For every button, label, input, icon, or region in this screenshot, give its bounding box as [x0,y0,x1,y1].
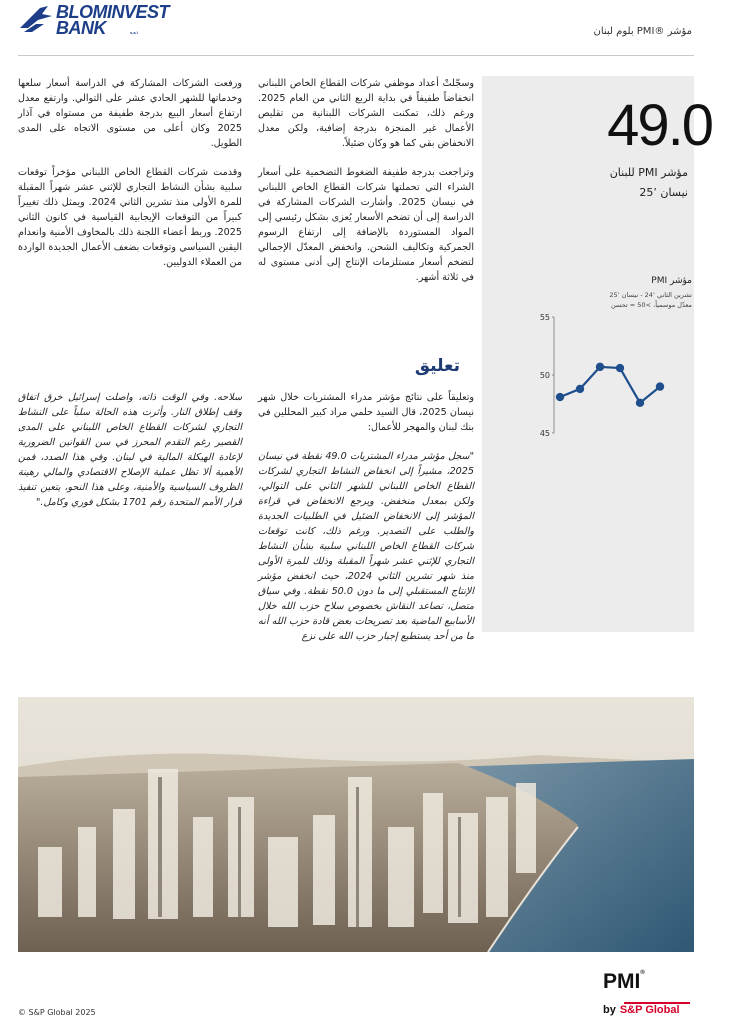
pmi-series-line [560,367,660,403]
logo-line1: BLOMINVEST [56,2,170,22]
headline-label: مؤشر PMI للبنان [609,166,688,179]
left-column-bottom [18,390,242,524]
headline-date: نيسان ’25 [639,186,688,199]
bird-emblem-icon [18,2,54,34]
chart-title: مؤشر PMI [651,276,692,286]
paragraph-comment-quote: "سجل مؤشر مدراء المشتريات 49.0 نقطة في نيسان 2025، مشيراً إلى انخفاض النشاط التجاري لشركات القطاع الخاص اللبناني للشهر الثاني على التوالي، ولكن بمعدل منخفض. ويرجع الانخفاض في قراءة المؤشر إلى الانخفاض الضئيل في الطلبيات الجديدة والطلب على التصدير. ورغم ذلك، كانت توقعات شركات القطاع الخاص اللبناني سلبية بشأن النشاط التجاري للإثني عشر شهراً المقبلة وذلك للمرة الأولى منذ شهر تشرين الثاني 2024، حيث انخفض مؤشر الإنتاج المستقبلي إلى ما دون 50.0 نقطة. وفي سياق متصل، تصاعد النقاش بخصوص سلاح حزب الله خلال الأسابيع الماضية بعد تصريحات بعض قادة حزب الله أنه ما من أحد يستطيع إجبار حزب الله على نزع [258,451,474,642]
by-text: by [603,1004,616,1016]
pmi-data-point [616,364,624,372]
paragraph-expectations: وقدمت شركات القطاع الخاص اللبناني مؤخراً توقعات سلبية بشأن النشاط التجاري للإثني عشر شهراً المقبلة للمرة الأولى منذ تشرين الثاني 2024. ويمثل ذلك تغييراً كبيراً من التوقعات الإيجابية القياسية في كانون الثاني 2025. وربط أعضاء اللجنة ذلك بالمخاوف الأمنية وانعدام اليقين السياسي وتوقعات بضعف الأعمال الجديدة الواردة من العملاء الدوليين. [18,167,242,268]
logo-sal: s.a.l [130,30,138,35]
comment-heading: تعليق [414,356,460,376]
pmi-logo-text: PMI [603,970,641,993]
left-column-top [18,76,242,284]
pmi-data-point [656,382,664,390]
y-tick-label: 55 [539,313,550,322]
pmi-data-point [636,399,644,407]
blominvest-logo [18,2,188,38]
paragraph-employment: وسجّلتْ أعداد موظفي شركات القطاع الخاص اللبناني انخفاضاً طفيفاً في بداية الربع الثاني من العام 2025. ورغم ذلك، تمكنت الشركات اللبنانية من تقليص الأعمال غير المنجزة بدرجة إضافية، ولكن معدل الانخفاض بقي كما هو وكان ضئيلاً. [258,78,474,149]
paragraph-output-prices: ورفعت الشركات المشاركة في الدراسة أسعار سلعها وخدماتها للشهر الحادي عشر على التوالي. وارتفع معدل ارتفاع أسعار البيع بدرجة طفيفة من مستواه في آذار 2025 وكان أعلى من مستوى الاتجاه على المدى الطويل. [18,78,242,149]
logo-line2: BANK [56,18,106,38]
y-tick-label: 50 [539,371,550,380]
header-divider [18,55,694,56]
beirut-city-photo [18,697,694,952]
footer-copyright: © S&P Global 2025 [18,1008,96,1017]
sp-global-byline [603,1004,680,1016]
sp-global-text: S&P Global [619,1004,680,1016]
headline-value: 49.0 [607,93,712,158]
pmi-data-point [576,385,584,393]
chart-subtitle-note: معدّل موسمياً، >50 = تحسن [610,301,692,309]
middle-column-bottom [258,390,474,658]
paragraph-comment-intro: وتعليقاً على نتائج مؤشر مدراء المشتريات خلال شهر نيسان 2025، قال السيد حلمي مراد كبير المحللين في بنك لبنان والمهجر للأعمال: [258,392,474,433]
pmi-data-point [556,393,564,401]
page-header-title: مؤشر ®PMI بلوم لبنان [593,26,692,37]
paragraph-input-prices: وتراجعت بدرجة طفيفة الضغوط التضخمية على أسعار الشراء التي تحملتها شركات القطاع الخاص اللبناني في نيسان 2025. وأشارت الشركات المشاركة في الدراسة إلى أن تضخم الأسعار يُعزى بشكل رئيسي إلى المواد المستوردة بالإضافة إلى ارتفاع الرسوم الجمركية وتكاليف الشحن. وانخفض المعدّل الإجمالي لتضخم أسعار مستلزمات الإنتاج إلى أدنى مستوى له في ثلاثة أشهر. [258,167,474,283]
y-tick-label: 45 [539,429,550,438]
chart-subtitle-period: تشرين الثاني ’24 - نيسان ’25 [609,291,692,299]
pmi-data-point [596,363,604,371]
pmi-line-chart [482,300,694,450]
pmi-logo: PMI® [603,970,645,993]
paragraph-comment-quote-cont: سلاحه. وفي الوقت ذاته، واصلت إسرائيل خرق اتفاق وقف إطلاق النار. وأثرت هذه الحالة سلباً على النشاط التجاري لشركات القطاع الخاص اللبناني على المدى القصير رغم التقدم المحرز في سن القوانين الضرورية لإعادة الهيكلة المالية في لبنان. وفي هذا الصدد، فمن الأهمية ألا تظل عملية الإصلاح الاقتصادي والمالي رهينة الظروف السياسية والأمنية، وعلى هذا النحو، يتعين تنفيذ قرار الأمم المتحدة رقم 1701 بشكل فوري وكامل." [18,392,242,508]
middle-column-top [258,76,474,299]
